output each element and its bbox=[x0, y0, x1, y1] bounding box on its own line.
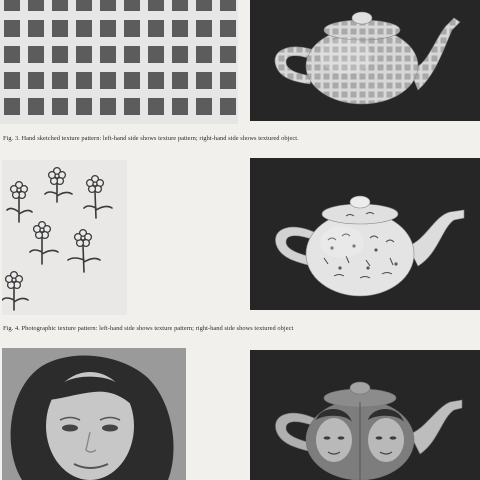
figure-4-caption: Fig. 4. Photographic texture pattern: left-hand side shows texture pattern; right-hand side shows textured object bbox=[3, 325, 294, 332]
grid-textured-teapot-render bbox=[250, 0, 480, 121]
grid-texture-pattern bbox=[0, 0, 238, 124]
flower-textured-teapot-render bbox=[250, 158, 480, 310]
flower-sketch-texture-pattern bbox=[2, 160, 127, 315]
portrait-photo-texture-pattern bbox=[2, 348, 186, 480]
figure-3-caption: Fig. 3. Hand sketched texture pattern: left-hand side shows texture pattern; right-hand side shows textured object. bbox=[3, 135, 299, 142]
photo-textured-teapot-render bbox=[250, 350, 480, 480]
